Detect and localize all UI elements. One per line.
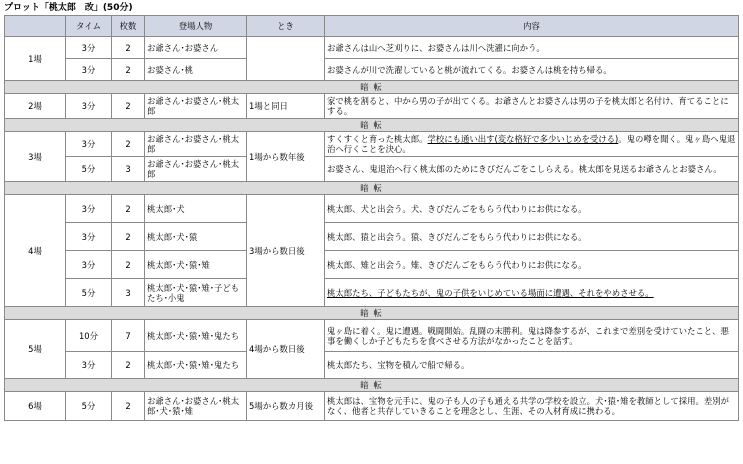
table-row: [5, 320, 739, 352]
blackout-row: [5, 379, 739, 392]
header-when: とき: [247, 16, 325, 37]
pages-cell: 2: [112, 392, 145, 421]
blackout-label: 暗 転: [5, 307, 739, 320]
plot-table: [4, 15, 739, 421]
pages-cell: 2: [112, 251, 145, 279]
pages-cell: 3: [112, 279, 145, 307]
underlined-text: 学校にも通い出す(変な格好で多少いじめを受ける): [427, 134, 619, 144]
time-cell: 3分: [66, 352, 112, 379]
header-scene: [5, 16, 66, 37]
characters-cell: 桃太郎･犬: [145, 195, 247, 223]
time-cell: 3分: [66, 59, 112, 81]
table-row: [5, 37, 739, 59]
header-time: タイム: [66, 16, 112, 37]
table-row: [5, 352, 739, 379]
characters-cell: 桃太郎･犬･猿･雉･子どもたち･小鬼: [145, 279, 247, 307]
content-cell: 桃太郎たち、宝物を積んで船で帰る。: [325, 352, 739, 379]
underlined-text: 桃太郎たち、子どもたちが、鬼の子供をいじめている場面に遭遇、それをやめさせる。: [327, 287, 654, 298]
content-cell: 桃太郎、雉と出会う。雉、きびだんごをもらう代わりにお供になる。: [325, 251, 739, 279]
content-cell: お婆さんが川で洗濯していると桃が流れてくる。お婆さんは桃を持ち帰る。: [325, 59, 739, 81]
when-cell: 5場から数カ月後: [247, 392, 325, 421]
scene-label: 4場: [5, 195, 66, 307]
characters-cell: お爺さん･お婆さん･桃太郎: [145, 94, 247, 119]
blackout-row: [5, 307, 739, 320]
content-cell: 家で桃を割ると、中から男の子が出てくる。お爺さんとお婆さんは男の子を桃太郎と名付け、育てることにする。: [325, 94, 739, 119]
characters-cell: 桃太郎･犬･猿･雉: [145, 251, 247, 279]
time-cell: 3分: [66, 37, 112, 59]
content-cell: [325, 279, 739, 307]
table-row: [5, 59, 739, 81]
content-cell: お爺さんは山へ芝刈りに、お婆さんは川へ洗濯に向かう。: [325, 37, 739, 59]
time-cell: 3分: [66, 195, 112, 223]
header-characters: 登場人物: [145, 16, 247, 37]
table-row: [5, 157, 739, 182]
pages-cell: 2: [112, 37, 145, 59]
blackout-label: 暗 転: [5, 119, 739, 132]
header-row: [5, 16, 739, 37]
when-cell: 1場から数年後: [247, 132, 325, 182]
when-cell: [247, 37, 325, 81]
content-cell: 鬼ヶ島に着く。鬼に遭遇。戦闘開始。乱闘の末勝利。鬼は降参するが、これまで差別を受けていたこと、悪事を働くしか子どもたちを食べさせる方法がなかったことを話す。: [325, 320, 739, 352]
content-cell: [325, 132, 739, 157]
time-cell: 5分: [66, 279, 112, 307]
scene-label: 5場: [5, 320, 66, 379]
table-row: [5, 195, 739, 223]
time-cell: 3分: [66, 251, 112, 279]
blackout-label: 暗 転: [5, 379, 739, 392]
pages-cell: 7: [112, 320, 145, 352]
when-cell: 4場から数日後: [247, 320, 325, 379]
header-pages: 枚数: [112, 16, 145, 37]
pages-cell: 2: [112, 195, 145, 223]
blackout-label: 暗 転: [5, 81, 739, 94]
blackout-row: [5, 182, 739, 195]
scene-label: 6場: [5, 392, 66, 421]
table-row: [5, 132, 739, 157]
scene-label: 2場: [5, 94, 66, 119]
header-content: 内容: [325, 16, 739, 37]
content-cell: お婆さん、鬼退治へ行く桃太郎のためにきびだんごをこしらえる。桃太郎を見送るお爺さんとお婆さん。: [325, 157, 739, 182]
table-row: [5, 94, 739, 119]
table-row: [5, 251, 739, 279]
characters-cell: 桃太郎･犬･猿: [145, 223, 247, 251]
scene-label: 1場: [5, 37, 66, 81]
content-text: すくすくと育った桃太郎。: [327, 134, 428, 144]
table-row: [5, 279, 739, 307]
blackout-row: [5, 81, 739, 94]
content-cell: 桃太郎、猿と出会う。猿、きびだんごをもらう代わりにお供になる。: [325, 223, 739, 251]
characters-cell: 桃太郎･犬･猿･雉･鬼たち: [145, 352, 247, 379]
pages-cell: 2: [112, 352, 145, 379]
pages-cell: 2: [112, 94, 145, 119]
characters-cell: お爺さん･お婆さん･桃太郎･犬･猿･雉: [145, 392, 247, 421]
content-cell: 桃太郎、犬と出会う。犬、きびだんごをもらう代わりにお供になる。: [325, 195, 739, 223]
characters-cell: お爺さん･お婆さん･桃太郎: [145, 157, 247, 182]
pages-cell: 2: [112, 59, 145, 81]
characters-cell: お爺さん･お婆さん･桃太郎: [145, 132, 247, 157]
characters-cell: 桃太郎･犬･猿･雉･鬼たち: [145, 320, 247, 352]
page-title: プロット「桃太郎 改」(50分): [4, 3, 133, 13]
when-cell: 1場と同日: [247, 94, 325, 119]
pages-cell: 3: [112, 157, 145, 182]
content-text: 。鬼の噂を聞く。鬼ヶ島へ鬼退治へ行くことを決心。: [327, 134, 736, 154]
time-cell: 3分: [66, 132, 112, 157]
blackout-row: [5, 119, 739, 132]
time-cell: 5分: [66, 392, 112, 421]
time-cell: 3分: [66, 223, 112, 251]
blackout-label: 暗 転: [5, 182, 739, 195]
scene-label: 3場: [5, 132, 66, 182]
time-cell: 5分: [66, 157, 112, 182]
pages-cell: 2: [112, 132, 145, 157]
when-cell: 3場から数日後: [247, 195, 325, 307]
characters-cell: お爺さん･お婆さん: [145, 37, 247, 59]
time-cell: 3分: [66, 94, 112, 119]
characters-cell: お婆さん･桃: [145, 59, 247, 81]
table-row: [5, 392, 739, 421]
pages-cell: 2: [112, 223, 145, 251]
table-row: [5, 223, 739, 251]
time-cell: 10分: [66, 320, 112, 352]
content-cell: 桃太郎は、宝物を元手に、鬼の子も人の子も通える共学の学校を設立。犬･猿･雉を教師として採用。差別がなく、他者と共存していきることを理念とし、生涯、その人材育成に携わる。: [325, 392, 739, 421]
